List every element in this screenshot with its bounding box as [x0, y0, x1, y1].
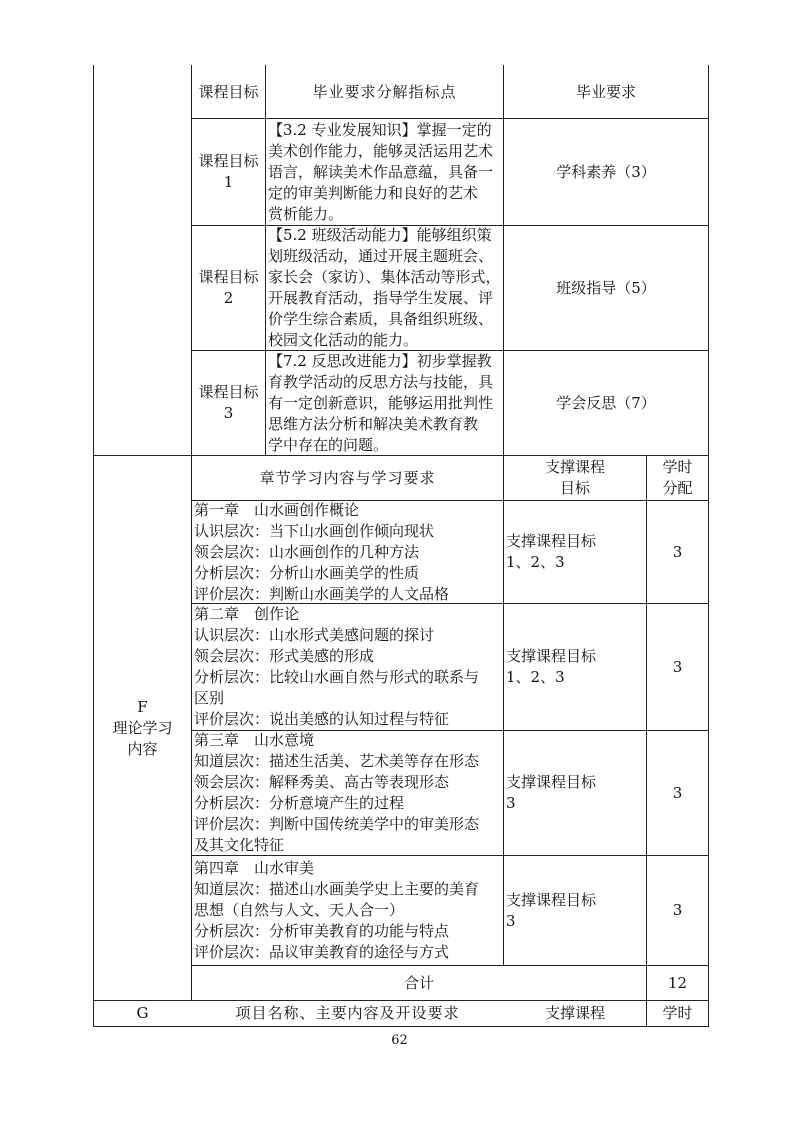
chapter-line: 及其文化特征: [194, 836, 285, 854]
chapter-support: 支撑课程目标 1、2、3: [506, 532, 597, 571]
section-g-label: G: [136, 1004, 149, 1022]
chapter-hours: 3: [672, 901, 683, 919]
section-g-content-header: 项目名称、主要内容及开设要求: [235, 1004, 460, 1022]
chapter-line: 领会层次：解释秀美、高古等表现形态: [194, 773, 450, 791]
chapter-line: 分析层次：分析审美教育的功能与特点: [194, 922, 450, 940]
indicator-cell: [266, 351, 503, 455]
total-label: 合计: [403, 973, 434, 992]
table-border-right: [708, 65, 709, 1027]
indicator-cell: [266, 119, 503, 225]
indicator-line: 学中存在的问题。: [268, 435, 389, 454]
chapter-content: [192, 856, 503, 965]
goal-label: 课程目标: [198, 268, 259, 286]
requirement-cell: 学科素养（3）: [556, 162, 656, 181]
goal-cell: [192, 351, 265, 455]
chapter-line: 分析层次：分析山水画美学的性质: [194, 563, 420, 582]
indicator-line: 划班级活动，通过开展主题班会、: [268, 247, 494, 265]
goal-cell: [192, 119, 265, 225]
indicator-line: 【5.2 班级活动能力】能够组织策: [268, 226, 492, 244]
indicator-line: 赏析能力。: [268, 204, 344, 223]
goal-number: 1: [223, 173, 234, 191]
chapter-line: 领会层次：山水画创作的几种方法: [194, 542, 420, 561]
header-support: 支撑课程 目标: [544, 458, 605, 497]
section-g-hours-header: 学时: [662, 1004, 693, 1022]
chapter-line: 思想（自然与人文、天人合一）: [194, 901, 405, 919]
chapter-line: 评价层次：判断中国传统美学中的审美形态: [194, 815, 480, 833]
section-f-letter: F: [137, 697, 148, 716]
chapter-line: 评价层次：判断山水画美学的人文品格: [194, 584, 450, 603]
section-f-label: [94, 456, 191, 1000]
header-hours: 学时 分配: [662, 458, 693, 497]
chapter-title: 第三章 山水意境: [194, 731, 315, 749]
indicator-line: 思维方法分析和解决美术教育教: [268, 414, 479, 433]
header-indicator: 毕业要求分解指标点: [312, 82, 457, 101]
goal-label: 课程目标: [198, 152, 259, 170]
indicator-line: 【3.2 专业发展知识】掌握一定的: [268, 120, 492, 139]
chapter-line: 分析层次：比较山水画自然与形式的联系与: [194, 668, 480, 686]
chapter-hours: 3: [672, 657, 683, 676]
chapter-line: 知道层次：描述生活美、艺术美等存在形态: [194, 752, 480, 770]
chapter-support: 支撑课程目标 1、2、3: [506, 647, 597, 686]
chapter-hours: 3: [672, 542, 683, 561]
indicator-line: 语言，解读美术作品意蕴，具备一: [268, 162, 494, 181]
page-number: 62: [391, 1033, 408, 1048]
goal-number: 3: [223, 404, 234, 422]
chapter-title: 第二章 创作论: [194, 605, 300, 623]
indicator-line: 价学生综合素质，具备组织班级、: [268, 310, 494, 328]
indicator-cell: [266, 226, 503, 350]
chapter-line: 认识层次：山水形式美感问题的探讨: [194, 626, 435, 644]
total-hours: 12: [667, 973, 688, 992]
section-f-title: 理论学习: [112, 718, 173, 737]
indicator-line: 育教学活动的反思方法与技能，具: [268, 372, 494, 391]
chapter-support: 支撑课程目标 3: [506, 773, 597, 812]
chapter-line: 认识层次：当下山水画创作倾向现状: [194, 521, 435, 540]
chapter-support: 支撑课程目标 3: [506, 890, 597, 930]
requirement-cell: 学会反思（7）: [556, 393, 656, 412]
chapter-content: [192, 604, 503, 730]
header-content: 章节学习内容与学习要求: [259, 468, 436, 487]
header-goal: 课程目标: [198, 82, 259, 101]
indicator-line: 有一定创新意识，能够运用批判性: [268, 393, 494, 412]
chapter-hours: 3: [672, 783, 683, 802]
header-requirement: 毕业要求: [575, 82, 636, 101]
goal-number: 2: [223, 289, 234, 307]
goal-cell: [192, 226, 265, 350]
indicator-line: 定的审美判断能力和良好的艺术: [268, 183, 479, 202]
indicator-line: 校园文化活动的能力。: [268, 331, 419, 349]
goal-label: 课程目标: [198, 383, 259, 401]
indicator-line: 家长会（家访）、集体活动等形式，: [268, 268, 501, 286]
chapter-line: 评价层次：说出美感的认知过程与特征: [194, 710, 450, 728]
chapter-line: 评价层次：品议审美教育的途径与方式: [194, 943, 450, 961]
row-line: [93, 1026, 709, 1027]
indicator-line: 美术创作能力，能够灵活运用艺术: [268, 141, 494, 160]
requirement-cell: 班级指导（5）: [556, 278, 656, 297]
chapter-line: 知道层次：描述山水画美学史上主要的美育: [194, 880, 480, 898]
chapter-content: [192, 731, 503, 855]
section-f-title: 内容: [127, 739, 158, 758]
section-g-support-header: 支撑课程: [544, 1004, 605, 1022]
indicator-line: 【7.2 反思改进能力】初步掌握教: [268, 351, 492, 370]
chapter-content: [192, 501, 503, 603]
chapter-line: 区别: [194, 689, 225, 707]
chapter-line: 领会层次：形式美感的形成: [194, 647, 375, 665]
chapter-title: 第一章 山水画创作概论: [194, 500, 360, 519]
chapter-line: 分析层次：分析意境产生的过程: [194, 794, 405, 812]
indicator-line: 开展教育活动，指导学生发展、评: [268, 289, 494, 307]
chapter-title: 第四章 山水审美: [194, 859, 315, 877]
